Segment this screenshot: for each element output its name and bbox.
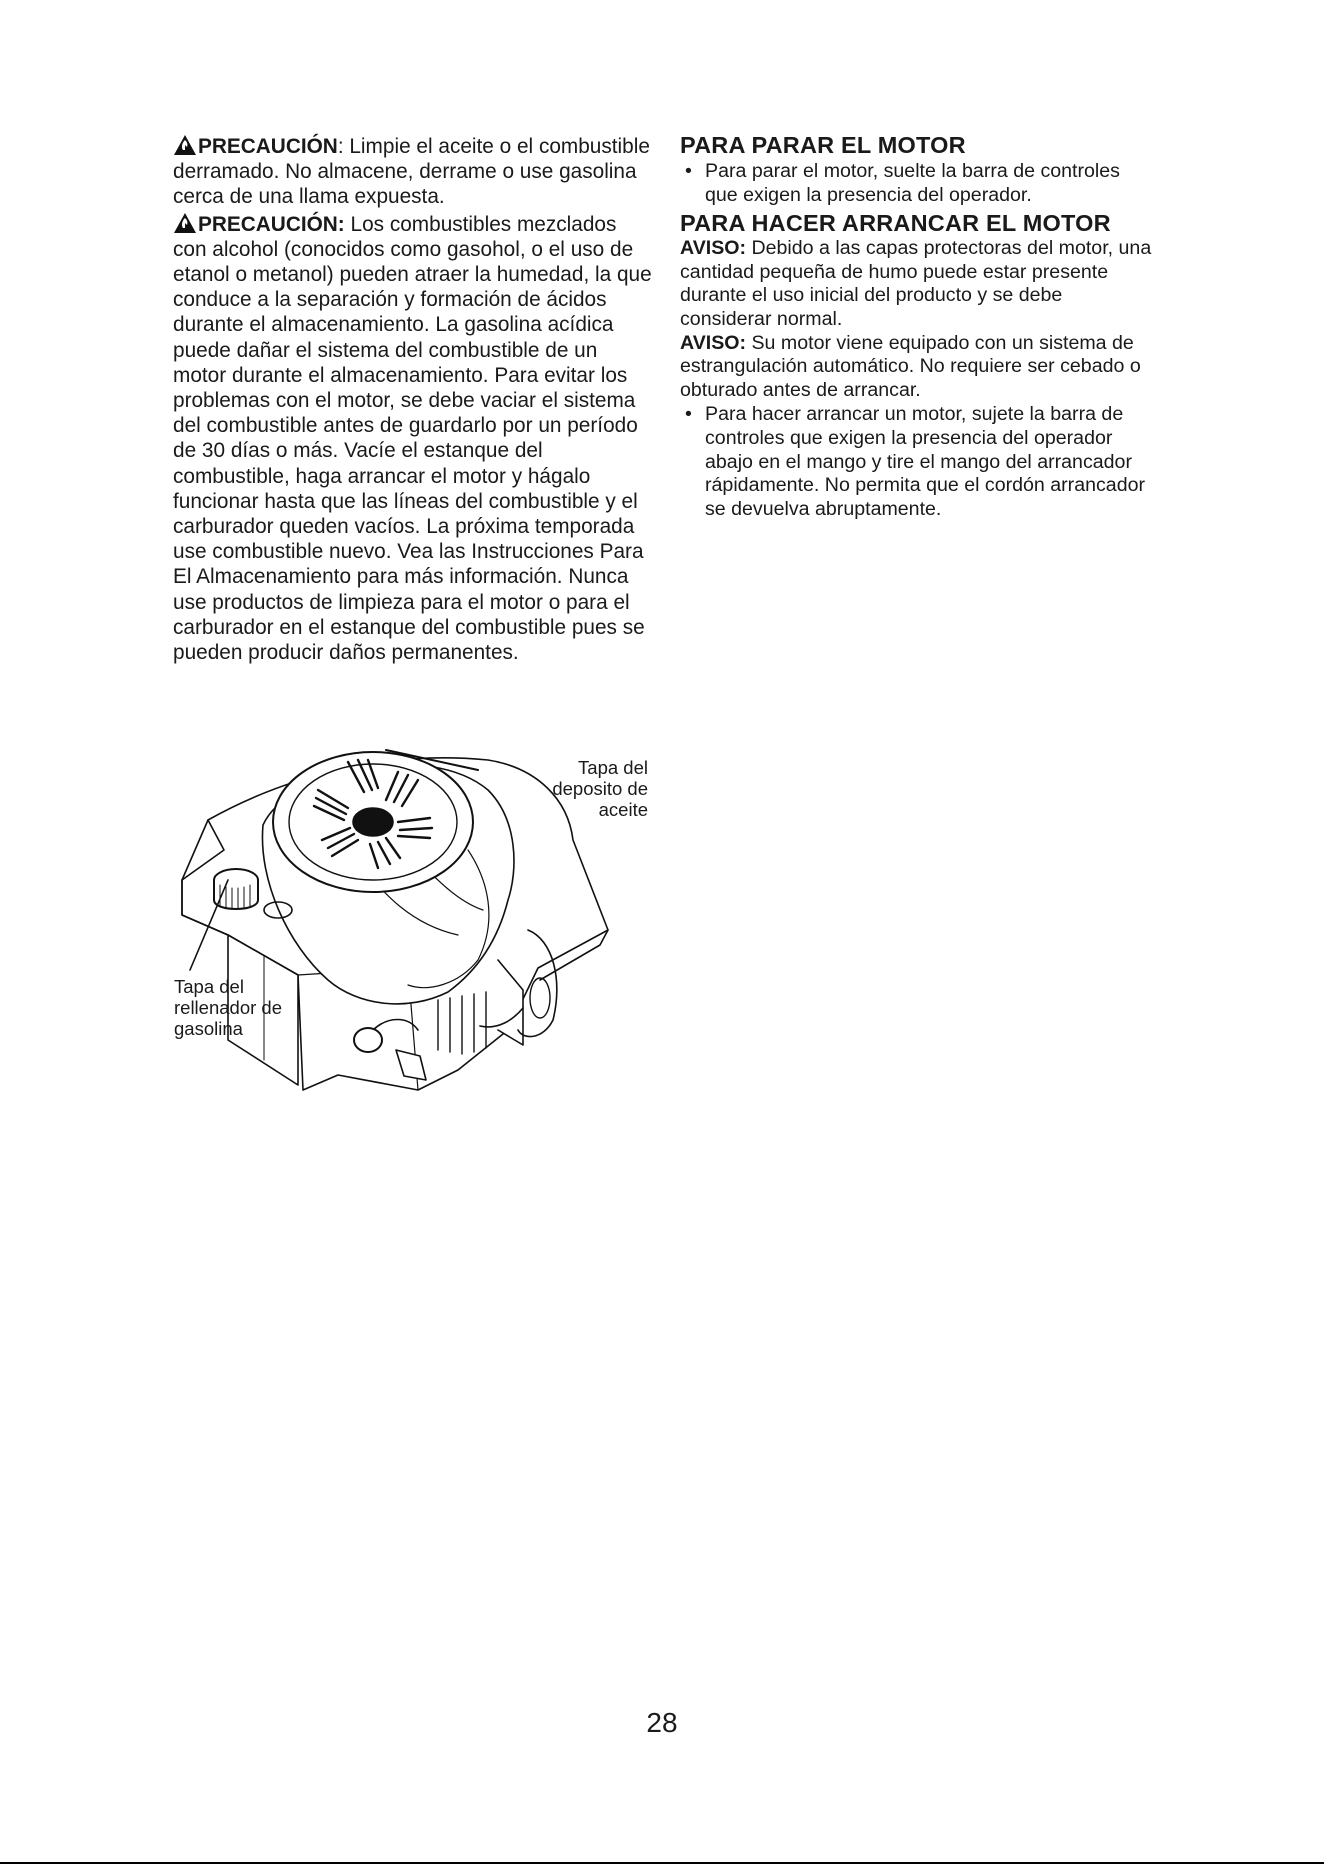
notice-label: AVISO: <box>680 237 747 260</box>
left-column <box>173 134 653 665</box>
bullet-text: Para parar el motor, suelte la barra de controles que exigen la presencia del operador. <box>705 160 1120 206</box>
caution-paragraph-2 <box>173 212 653 666</box>
oil-cap-label: Tapa del deposito de aceite <box>552 757 648 820</box>
notice-paragraph-2 <box>680 332 1154 403</box>
bullet-dot: • <box>685 160 692 182</box>
caution-label: PRECAUCIÓN <box>198 135 338 158</box>
notice-paragraph-1 <box>680 237 1154 331</box>
right-column <box>680 132 1154 521</box>
bullet-text: Para hacer arrancar un motor, sujete la barra de controles que exigen la presencia del operador abajo en el mango y tire el mango del arrancador rápidamente. No permita que el cordón arrancador se devuelva abruptamente. <box>705 403 1146 520</box>
bullet-dot: • <box>685 403 692 426</box>
stop-engine-heading: PARA PARAR EL MOTOR <box>680 132 966 158</box>
notice-text: Su motor viene equipado con un sistema de estrangulación automático. No requiere ser cebado o obturado antes de arrancar. <box>680 331 1141 401</box>
notice-text: Debido a las capas protectoras del motor, una cantidad pequeña de humo puede estar presente durante el uso inicial del producto y se debe considerar normal. <box>680 237 1152 330</box>
caution-paragraph-1 <box>173 134 653 210</box>
start-engine-heading: PARA HACER ARRANCAR EL MOTOR <box>680 210 1111 237</box>
caution-label: PRECAUCIÓN: <box>198 212 345 236</box>
notice-label: AVISO: <box>680 331 747 354</box>
warning-triangle-icon <box>173 134 197 156</box>
warning-triangle-icon <box>173 212 197 234</box>
start-engine-bullet <box>680 403 1154 521</box>
bottom-rule <box>0 1862 1324 1864</box>
page-number: 28 <box>646 1707 678 1738</box>
fuel-cap-label: Tapa del rellenador de gasolina <box>174 976 282 1039</box>
caution-text: : Limpie el aceite o el combustible derramado. No almacene, derrame o use gasolina cerca de una llama expuesta. <box>173 135 650 209</box>
caution-text: Los combustibles mezclados con alcohol (conocidos como gasohol, o el uso de etanol o metanol) pueden atraer la humedad, la que conduce a la separación y formación de ácidos durante el almacenamiento. La gasolina acídica puede dañar el sistema del combustible de un motor durante el almacenamiento. Para evitar los problemas con el motor, se debe vaciar el sistema del combustible antes de guardarlo por un período de 30 días o más. Vacíe el estanque del combustible, haga arrancar el motor y hágalo funcionar hasta que las líneas del combustible y el carburador queden vacíos. La próxima temporada use combustible nuevo. Vea las Instrucciones Para El Almacenamiento para más información. Nunca use productos de limpieza para el motor o para el carburador en el estanque del combustible pues se pueden producir daños permanentes. <box>173 212 652 665</box>
stop-engine-bullet <box>680 160 1154 207</box>
